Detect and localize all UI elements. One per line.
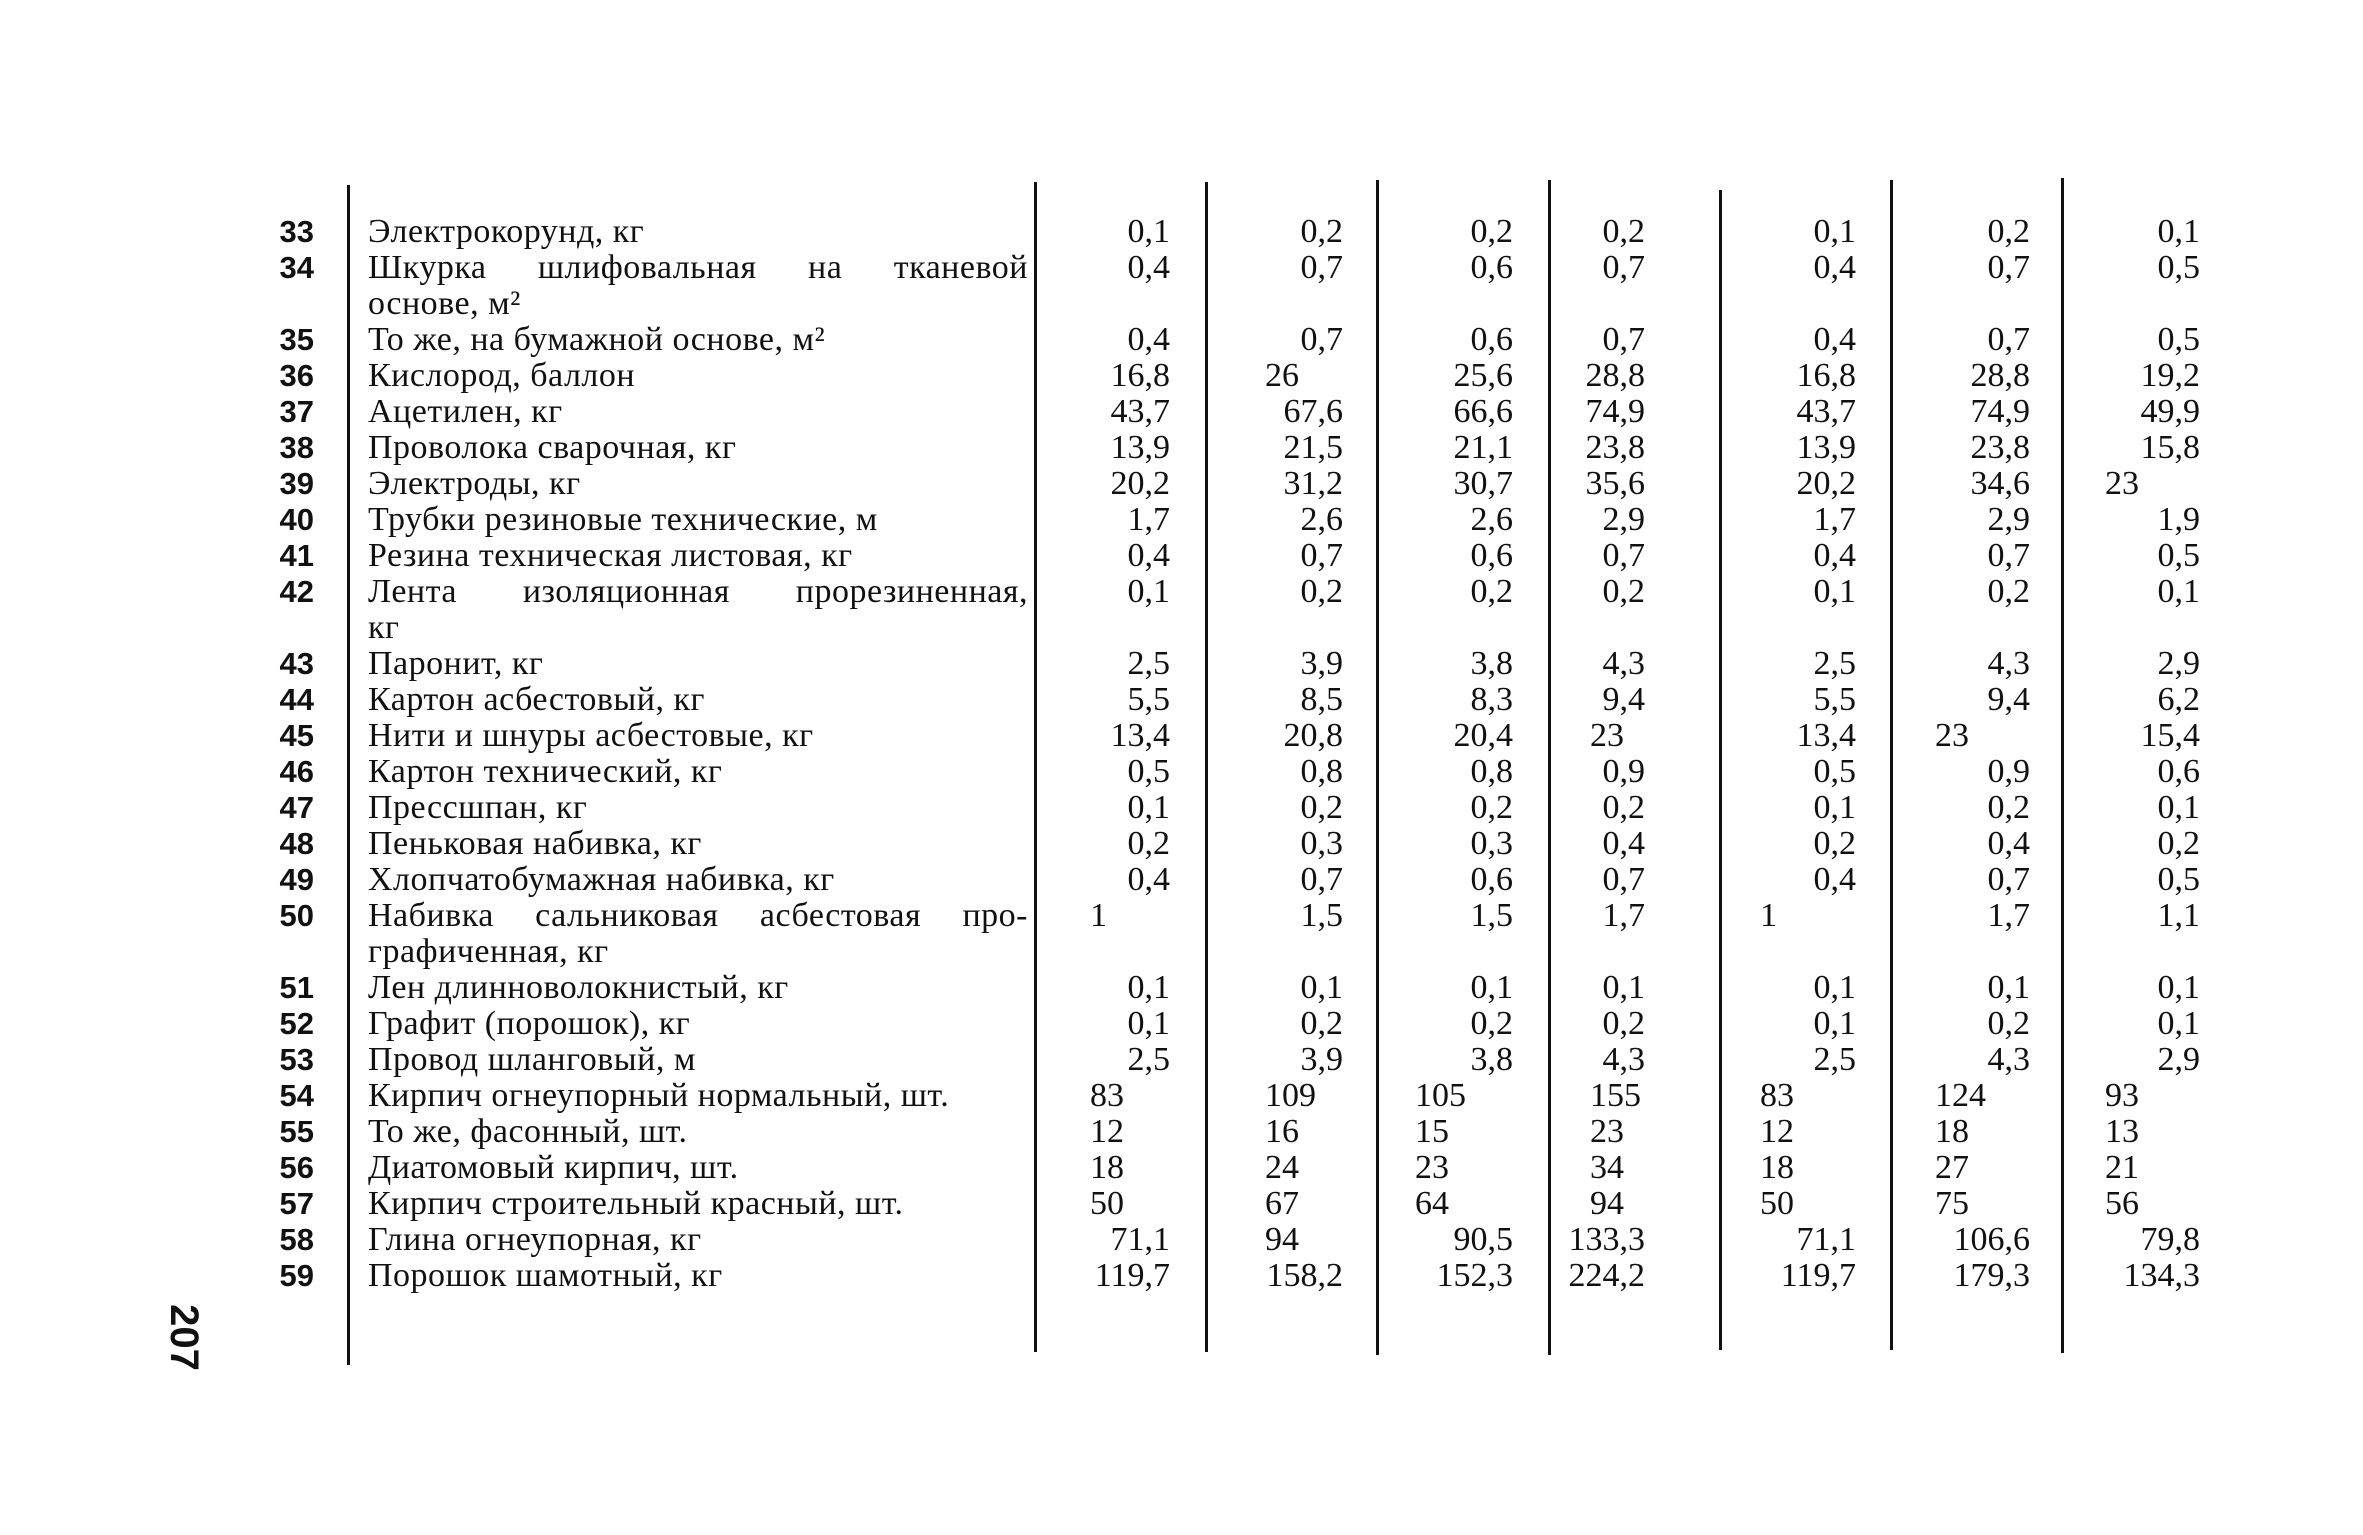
material-name: Провод шланговый, м <box>368 1041 696 1078</box>
material-name: Глина огнеупорная, кг <box>368 1221 702 1258</box>
row-number: 57 <box>279 1186 314 1221</box>
value-cell: 0,4 <box>1813 861 1856 898</box>
value-cell: 179,3 <box>1953 1257 2030 1294</box>
value-cell: 94 <box>1265 1221 1299 1258</box>
value-cell: 23,8 <box>1970 429 2030 466</box>
table-row <box>0 898 2363 970</box>
value-cell: 0,1 <box>1127 969 1170 1006</box>
material-name: Ацетилен, кг <box>368 393 563 430</box>
value-cell: 18 <box>1090 1149 1124 1186</box>
value-cell: 0,2 <box>1470 213 1513 250</box>
value-cell: 2,5 <box>1127 645 1170 682</box>
table-row <box>0 1114 2363 1150</box>
row-number: 42 <box>279 574 314 609</box>
value-cell: 75 <box>1935 1185 1969 1222</box>
row-number: 48 <box>279 826 314 861</box>
value-cell: 34 <box>1590 1149 1624 1186</box>
value-cell: 0,5 <box>2157 321 2200 358</box>
value-cell: 6,2 <box>2157 681 2200 718</box>
value-cell: 0,6 <box>1470 537 1513 574</box>
value-cell: 20,4 <box>1453 717 1513 754</box>
value-cell: 79,8 <box>2140 1221 2200 1258</box>
value-cell: 0,1 <box>1127 213 1170 250</box>
value-cell: 1,5 <box>1470 897 1513 934</box>
table-row <box>0 502 2363 538</box>
page-number: 207 <box>161 1304 206 1371</box>
row-number: 51 <box>279 970 314 1005</box>
value-cell: 0,2 <box>1300 213 1343 250</box>
value-cell: 15 <box>1415 1113 1449 1150</box>
value-cell: 2,6 <box>1300 501 1343 538</box>
material-name: Картон асбестовый, кг <box>368 681 705 718</box>
row-number: 53 <box>279 1042 314 1077</box>
value-cell: 43,7 <box>1796 393 1856 430</box>
row-number: 55 <box>279 1114 314 1149</box>
value-cell: 0,7 <box>1602 537 1645 574</box>
value-cell: 83 <box>1760 1077 1794 1114</box>
value-cell: 3,9 <box>1300 645 1343 682</box>
value-cell: 1 <box>1760 897 1777 934</box>
value-cell: 71,1 <box>1110 1221 1170 1258</box>
value-cell: 2,5 <box>1813 1041 1856 1078</box>
value-cell: 0,4 <box>1987 825 2030 862</box>
value-cell: 158,2 <box>1266 1257 1343 1294</box>
value-cell: 18 <box>1935 1113 1969 1150</box>
value-cell: 0,4 <box>1813 249 1856 286</box>
value-cell: 0,2 <box>1987 573 2030 610</box>
column-divider <box>1034 182 1037 1352</box>
value-cell: 0,1 <box>1813 789 1856 826</box>
value-cell: 3,8 <box>1470 1041 1513 1078</box>
value-cell: 0,7 <box>1987 861 2030 898</box>
material-name: Набивка сальниковая асбестовая про- <box>368 897 1028 934</box>
table-row <box>0 1150 2363 1186</box>
value-cell: 67 <box>1265 1185 1299 1222</box>
row-number: 49 <box>279 862 314 897</box>
value-cell: 0,9 <box>1987 753 2030 790</box>
value-cell: 0,6 <box>1470 249 1513 286</box>
value-cell: 23 <box>1590 717 1624 754</box>
value-cell: 0,9 <box>1602 753 1645 790</box>
row-number: 47 <box>279 790 314 825</box>
row-number: 43 <box>279 646 314 681</box>
value-cell: 1,9 <box>2157 501 2200 538</box>
value-cell: 94 <box>1590 1185 1624 1222</box>
value-cell: 0,2 <box>1300 573 1343 610</box>
value-cell: 109 <box>1265 1077 1316 1114</box>
value-cell: 1,1 <box>2157 897 2200 934</box>
value-cell: 9,4 <box>1987 681 2030 718</box>
value-cell: 0,1 <box>1300 969 1343 1006</box>
row-number: 37 <box>279 394 314 429</box>
value-cell: 0,2 <box>1987 213 2030 250</box>
row-number: 50 <box>279 898 314 933</box>
row-number: 40 <box>279 502 314 537</box>
value-cell: 0,1 <box>2157 1005 2200 1042</box>
value-cell: 83 <box>1090 1077 1124 1114</box>
material-name: Проволока сварочная, кг <box>368 429 737 466</box>
value-cell: 0,4 <box>1813 321 1856 358</box>
value-cell: 23,8 <box>1585 429 1645 466</box>
value-cell: 93 <box>2105 1077 2139 1114</box>
material-name: Диатомовый кирпич, шт. <box>368 1149 739 1186</box>
value-cell: 2,5 <box>1127 1041 1170 1078</box>
value-cell: 0,2 <box>1813 825 1856 862</box>
value-cell: 34,6 <box>1970 465 2030 502</box>
value-cell: 1,7 <box>1127 501 1170 538</box>
column-divider <box>1205 182 1208 1352</box>
value-cell: 23 <box>2105 465 2139 502</box>
table-row <box>0 214 2363 250</box>
material-name: Трубки резиновые технические, м <box>368 501 878 538</box>
row-number: 34 <box>279 250 314 285</box>
value-cell: 4,3 <box>1602 1041 1645 1078</box>
table-row <box>0 1042 2363 1078</box>
table-row <box>0 466 2363 502</box>
value-cell: 0,5 <box>1813 753 1856 790</box>
material-name: Картон технический, кг <box>368 753 723 790</box>
row-number: 58 <box>279 1222 314 1257</box>
material-name: Лента изоляционная прорезиненная, <box>368 573 1028 610</box>
table-row <box>0 1258 2363 1294</box>
value-cell: 4,3 <box>1602 645 1645 682</box>
value-cell: 12 <box>1090 1113 1124 1150</box>
value-cell: 31,2 <box>1283 465 1343 502</box>
value-cell: 23 <box>1590 1113 1624 1150</box>
value-cell: 0,1 <box>2157 789 2200 826</box>
value-cell: 27 <box>1935 1149 1969 1186</box>
material-name: Пеньковая набивка, кг <box>368 825 702 862</box>
material-name: Резина техническая листовая, кг <box>368 537 853 574</box>
value-cell: 16 <box>1265 1113 1299 1150</box>
value-cell: 20,2 <box>1796 465 1856 502</box>
value-cell: 13 <box>2105 1113 2139 1150</box>
table-row <box>0 574 2363 646</box>
value-cell: 0,4 <box>1602 825 1645 862</box>
value-cell: 21,1 <box>1453 429 1513 466</box>
table-row <box>0 790 2363 826</box>
table-row <box>0 394 2363 430</box>
value-cell: 0,1 <box>1813 213 1856 250</box>
value-cell: 0,5 <box>2157 861 2200 898</box>
value-cell: 18 <box>1760 1149 1794 1186</box>
material-name: Кислород, баллон <box>368 357 636 394</box>
value-cell: 0,4 <box>1127 249 1170 286</box>
value-cell: 0,6 <box>1470 321 1513 358</box>
table-row <box>0 430 2363 466</box>
value-cell: 0,2 <box>1300 789 1343 826</box>
material-name: Шкурка шлифовальная на тканевой <box>368 249 1028 286</box>
value-cell: 0,7 <box>1300 321 1343 358</box>
table-row <box>0 682 2363 718</box>
value-cell: 0,3 <box>1300 825 1343 862</box>
table-row <box>0 250 2363 322</box>
value-cell: 0,2 <box>1470 1005 1513 1042</box>
value-cell: 4,3 <box>1987 1041 2030 1078</box>
table-row <box>0 754 2363 790</box>
value-cell: 155 <box>1590 1077 1641 1114</box>
value-cell: 0,1 <box>1813 969 1856 1006</box>
table-row <box>0 826 2363 862</box>
value-cell: 13,9 <box>1796 429 1856 466</box>
value-cell: 5,5 <box>1127 681 1170 718</box>
column-divider <box>1890 180 1893 1350</box>
value-cell: 1,7 <box>1602 897 1645 934</box>
value-cell: 25,6 <box>1453 357 1513 394</box>
value-cell: 49,9 <box>2140 393 2200 430</box>
column-divider <box>1548 180 1551 1355</box>
value-cell: 20,2 <box>1110 465 1170 502</box>
table-row <box>0 1006 2363 1042</box>
value-cell: 0,8 <box>1300 753 1343 790</box>
column-divider <box>1376 180 1379 1355</box>
value-cell: 3,9 <box>1300 1041 1343 1078</box>
value-cell: 2,5 <box>1813 645 1856 682</box>
value-cell: 119,7 <box>1780 1257 1856 1294</box>
value-cell: 1,7 <box>1813 501 1856 538</box>
value-cell: 0,1 <box>1127 573 1170 610</box>
table-row <box>0 1222 2363 1258</box>
value-cell: 0,5 <box>1127 753 1170 790</box>
value-cell: 0,7 <box>1300 861 1343 898</box>
value-cell: 2,9 <box>1987 501 2030 538</box>
value-cell: 13,4 <box>1796 717 1856 754</box>
value-cell: 0,1 <box>2157 213 2200 250</box>
value-cell: 28,8 <box>1585 357 1645 394</box>
value-cell: 12 <box>1760 1113 1794 1150</box>
material-name: То же, фасонный, шт. <box>368 1113 688 1150</box>
row-number: 46 <box>279 754 314 789</box>
value-cell: 0,2 <box>1602 573 1645 610</box>
value-cell: 0,2 <box>2157 825 2200 862</box>
column-divider <box>1719 190 1722 1350</box>
row-number: 52 <box>279 1006 314 1041</box>
value-cell: 0,7 <box>1987 537 2030 574</box>
material-name: Хлопчатобумажная набивка, кг <box>368 861 835 898</box>
value-cell: 0,5 <box>2157 537 2200 574</box>
value-cell: 119,7 <box>1094 1257 1170 1294</box>
value-cell: 0,7 <box>1602 321 1645 358</box>
row-number: 36 <box>279 358 314 393</box>
value-cell: 2,9 <box>1602 501 1645 538</box>
value-cell: 30,7 <box>1453 465 1513 502</box>
row-number: 56 <box>279 1150 314 1185</box>
value-cell: 0,1 <box>1813 573 1856 610</box>
value-cell: 0,1 <box>1813 1005 1856 1042</box>
row-number: 45 <box>279 718 314 753</box>
value-cell: 0,2 <box>1987 789 2030 826</box>
value-cell: 1,7 <box>1987 897 2030 934</box>
value-cell: 134,3 <box>2123 1257 2200 1294</box>
row-number: 39 <box>279 466 314 501</box>
value-cell: 105 <box>1415 1077 1466 1114</box>
value-cell: 0,2 <box>1300 1005 1343 1042</box>
table-row <box>0 646 2363 682</box>
value-cell: 0,2 <box>1127 825 1170 862</box>
value-cell: 43,7 <box>1110 393 1170 430</box>
value-cell: 0,8 <box>1470 753 1513 790</box>
table-row <box>0 970 2363 1006</box>
value-cell: 0,2 <box>1602 1005 1645 1042</box>
material-name: Прессшпан, кг <box>368 789 588 826</box>
value-cell: 19,2 <box>2140 357 2200 394</box>
value-cell: 0,1 <box>1470 969 1513 1006</box>
value-cell: 16,8 <box>1796 357 1856 394</box>
value-cell: 0,7 <box>1300 537 1343 574</box>
value-cell: 0,1 <box>1987 969 2030 1006</box>
column-divider <box>347 185 350 1365</box>
value-cell: 2,9 <box>2157 1041 2200 1078</box>
value-cell: 74,9 <box>1585 393 1645 430</box>
material-name: Нити и шнуры асбестовые, кг <box>368 717 814 754</box>
value-cell: 0,7 <box>1602 249 1645 286</box>
value-cell: 0,4 <box>1127 537 1170 574</box>
material-name: Порошок шамотный, кг <box>368 1257 723 1294</box>
value-cell: 15,8 <box>2140 429 2200 466</box>
value-cell: 23 <box>1935 717 1969 754</box>
value-cell: 8,5 <box>1300 681 1343 718</box>
value-cell: 0,1 <box>1127 789 1170 826</box>
column-divider <box>2061 178 2064 1353</box>
value-cell: 2,9 <box>2157 645 2200 682</box>
value-cell: 0,5 <box>2157 249 2200 286</box>
value-cell: 20,8 <box>1283 717 1343 754</box>
value-cell: 1,5 <box>1300 897 1343 934</box>
value-cell: 0,1 <box>1602 969 1645 1006</box>
material-name: Электроды, кг <box>368 465 581 502</box>
row-number: 35 <box>279 322 314 357</box>
value-cell: 71,1 <box>1796 1221 1856 1258</box>
table-row <box>0 862 2363 898</box>
value-cell: 0,3 <box>1470 825 1513 862</box>
value-cell: 0,2 <box>1602 789 1645 826</box>
value-cell: 28,8 <box>1970 357 2030 394</box>
value-cell: 21,5 <box>1283 429 1343 466</box>
value-cell: 35,6 <box>1585 465 1645 502</box>
value-cell: 67,6 <box>1283 393 1343 430</box>
value-cell: 0,4 <box>1127 321 1170 358</box>
material-name: графиченная, кг <box>368 933 609 970</box>
value-cell: 13,9 <box>1110 429 1170 466</box>
material-name: Графит (порошок), кг <box>368 1005 691 1042</box>
value-cell: 66,6 <box>1453 393 1513 430</box>
row-number: 44 <box>279 682 314 717</box>
material-name: То же, на бумажной основе, м² <box>368 321 826 358</box>
value-cell: 0,2 <box>1470 573 1513 610</box>
table-row <box>0 1186 2363 1222</box>
value-cell: 13,4 <box>1110 717 1170 754</box>
value-cell: 0,6 <box>2157 753 2200 790</box>
material-name: Кирпич строительный красный, шт. <box>368 1185 904 1222</box>
value-cell: 0,6 <box>1470 861 1513 898</box>
row-number: 54 <box>279 1078 314 1113</box>
value-cell: 2,6 <box>1470 501 1513 538</box>
value-cell: 4,3 <box>1987 645 2030 682</box>
value-cell: 0,4 <box>1127 861 1170 898</box>
value-cell: 26 <box>1265 357 1299 394</box>
row-number: 41 <box>279 538 314 573</box>
value-cell: 0,1 <box>2157 573 2200 610</box>
material-name: основе, м² <box>368 285 521 322</box>
value-cell: 74,9 <box>1970 393 2030 430</box>
value-cell: 0,4 <box>1813 537 1856 574</box>
value-cell: 56 <box>2105 1185 2139 1222</box>
value-cell: 224,2 <box>1568 1257 1645 1294</box>
value-cell: 23 <box>1415 1149 1449 1186</box>
table-row <box>0 358 2363 394</box>
value-cell: 24 <box>1265 1149 1299 1186</box>
value-cell: 124 <box>1935 1077 1986 1114</box>
value-cell: 50 <box>1760 1185 1794 1222</box>
value-cell: 0,2 <box>1470 789 1513 826</box>
value-cell: 15,4 <box>2140 717 2200 754</box>
value-cell: 152,3 <box>1436 1257 1513 1294</box>
material-name: кг <box>368 609 400 646</box>
value-cell: 0,7 <box>1602 861 1645 898</box>
table-row <box>0 538 2363 574</box>
table-row <box>0 1078 2363 1114</box>
value-cell: 1 <box>1090 897 1107 934</box>
value-cell: 0,2 <box>1602 213 1645 250</box>
material-name: Паронит, кг <box>368 645 544 682</box>
table-row <box>0 718 2363 754</box>
table-row <box>0 322 2363 358</box>
value-cell: 9,4 <box>1602 681 1645 718</box>
value-cell: 16,8 <box>1110 357 1170 394</box>
value-cell: 64 <box>1415 1185 1449 1222</box>
value-cell: 0,2 <box>1987 1005 2030 1042</box>
value-cell: 8,3 <box>1470 681 1513 718</box>
value-cell: 21 <box>2105 1149 2139 1186</box>
material-name: Электрокорунд, кг <box>368 213 645 250</box>
value-cell: 5,5 <box>1813 681 1856 718</box>
value-cell: 133,3 <box>1568 1221 1645 1258</box>
value-cell: 0,1 <box>2157 969 2200 1006</box>
value-cell: 106,6 <box>1953 1221 2030 1258</box>
value-cell: 50 <box>1090 1185 1124 1222</box>
row-number: 33 <box>279 214 314 249</box>
value-cell: 3,8 <box>1470 645 1513 682</box>
value-cell: 0,7 <box>1300 249 1343 286</box>
material-name: Кирпич огнеупорный нормальный, шт. <box>368 1077 950 1114</box>
row-number: 59 <box>279 1258 314 1293</box>
value-cell: 90,5 <box>1453 1221 1513 1258</box>
value-cell: 0,7 <box>1987 321 2030 358</box>
value-cell: 0,7 <box>1987 249 2030 286</box>
material-name: Лен длинноволокнистый, кг <box>368 969 789 1006</box>
row-number: 38 <box>279 430 314 465</box>
value-cell: 0,1 <box>1127 1005 1170 1042</box>
